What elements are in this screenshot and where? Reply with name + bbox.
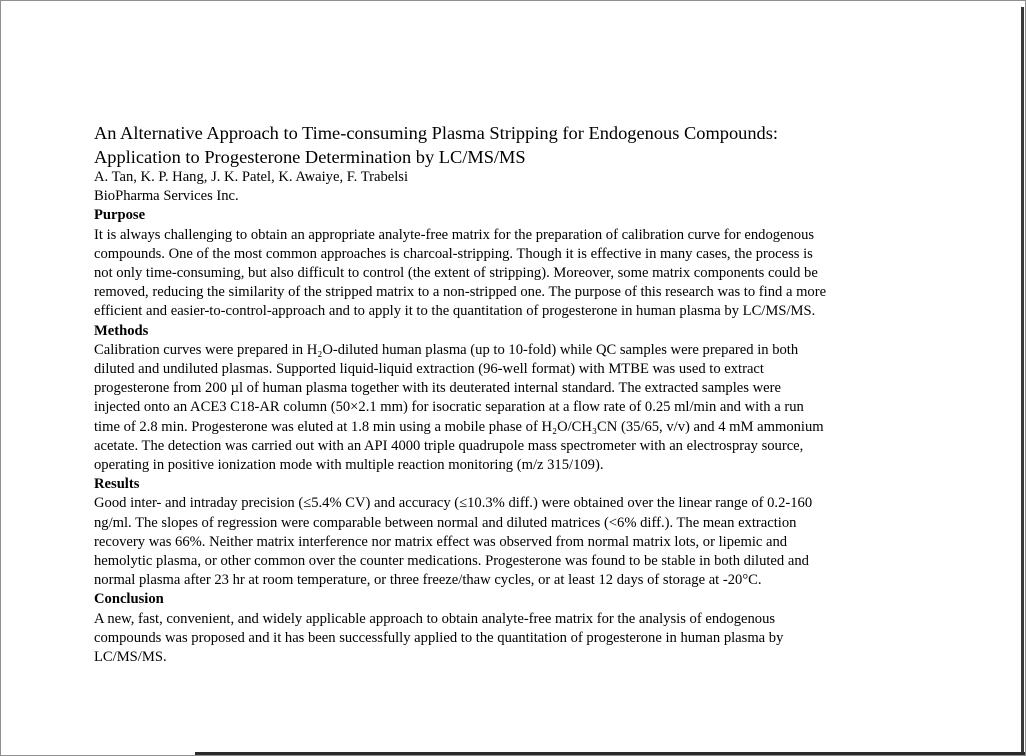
- results-section: [94, 475, 939, 590]
- conclusion-body: [94, 610, 939, 668]
- body-line: normal plasma after 23 hr at room temperature, or three freeze/thaw cycles, or at least 12 days of storage at -20°C.: [94, 572, 762, 589]
- body-line: Good inter- and intraday precision (≤5.4% CV) and accuracy (≤10.3% diff.) were obtained over the linear range of 0.2-160: [94, 495, 813, 512]
- body-line: hemolytic plasma, or other common over the counter medications. Progesterone was found to be stable in both diluted and: [94, 553, 809, 570]
- results-heading: Results: [94, 476, 140, 493]
- methods-heading: Methods: [94, 322, 149, 339]
- body-line: not only time-consuming, but also difficult to control (the extent of stripping). Moreover, some matrix components could be: [94, 265, 818, 282]
- body-line: LC/MS/MS.: [94, 649, 167, 666]
- conclusion-section: [94, 590, 939, 667]
- page-shadow-bottom: [195, 752, 1025, 755]
- title-line-1: An Alternative Approach to Time-consuming Plasma Stripping for Endogenous Compounds:: [94, 123, 778, 143]
- body-line: progesterone from 200 µl of human plasma together with its deuterated internal standard. The extracted samples were: [94, 380, 781, 397]
- body-line: acetate. The detection was carried out with an API 4000 triple quadrupole mass spectrometer with an electrospray source,: [94, 437, 804, 454]
- body-line: diluted and undiluted plasmas. Supported liquid-liquid extraction (96-well format) with MTBE was used to extract: [94, 361, 764, 378]
- affiliation: BioPharma Services Inc.: [94, 188, 239, 205]
- purpose-section: [94, 206, 939, 321]
- body-line: recovery was 66%. Neither matrix interference nor matrix effect was observed from normal matrix lots, or lipemic and: [94, 533, 788, 550]
- body-line: removed, reducing the similarity of the stripped matrix to a non-stripped one. The purpose of this research was to find a more: [94, 284, 827, 301]
- body-line: A new, fast, convenient, and widely applicable approach to obtain analyte-free matrix for the analysis of endogenous: [94, 610, 776, 627]
- body-line: efficient and easier-to-control-approach and to apply it to the quantitation of progesterone in human plasma by LC/MS/MS.: [94, 303, 816, 320]
- purpose-body: [94, 226, 939, 322]
- body-line: time of 2.8 min. Progesterone was eluted at 1.8 min using a mobile phase of H₂O/CH₃CN (35/65, v/v) and 4 mM ammonium: [94, 418, 824, 435]
- abstract-document: [94, 122, 939, 667]
- document-title: [94, 122, 939, 169]
- body-line: It is always challenging to obtain an appropriate analyte-free matrix for the preparation of calibration curve for endogenous: [94, 226, 815, 243]
- methods-body: [94, 341, 939, 475]
- body-line: Calibration curves were prepared in H₂O-diluted human plasma (up to 10-fold) while QC samples were prepared in both: [94, 341, 799, 358]
- body-line: ng/ml. The slopes of regression were comparable between normal and diluted matrices (<6% diff.). The mean extraction: [94, 514, 797, 531]
- body-line: compounds was proposed and it has been successfully applied to the quantitation of progesterone in human plasma by: [94, 629, 784, 646]
- body-line: compounds. One of the most common approaches is charcoal-stripping. Though it is effective in many cases, the process is: [94, 245, 813, 262]
- conclusion-heading: Conclusion: [94, 591, 164, 608]
- page-shadow-right: [1021, 7, 1024, 755]
- body-line: injected onto an ACE3 C18-AR column (50×2.1 mm) for isocratic separation at a flow rate of 0.25 ml/min and with a run: [94, 399, 804, 416]
- methods-section: [94, 322, 939, 476]
- purpose-heading: Purpose: [94, 207, 146, 224]
- title-line-2: Application to Progesterone Determination by LC/MS/MS: [94, 146, 526, 167]
- body-line: operating in positive ionization mode with multiple reaction monitoring (m/z 315/109).: [94, 457, 604, 474]
- results-body: [94, 494, 939, 590]
- authors: A. Tan, K. P. Hang, J. K. Patel, K. Awaiye, F. Trabelsi: [94, 169, 409, 185]
